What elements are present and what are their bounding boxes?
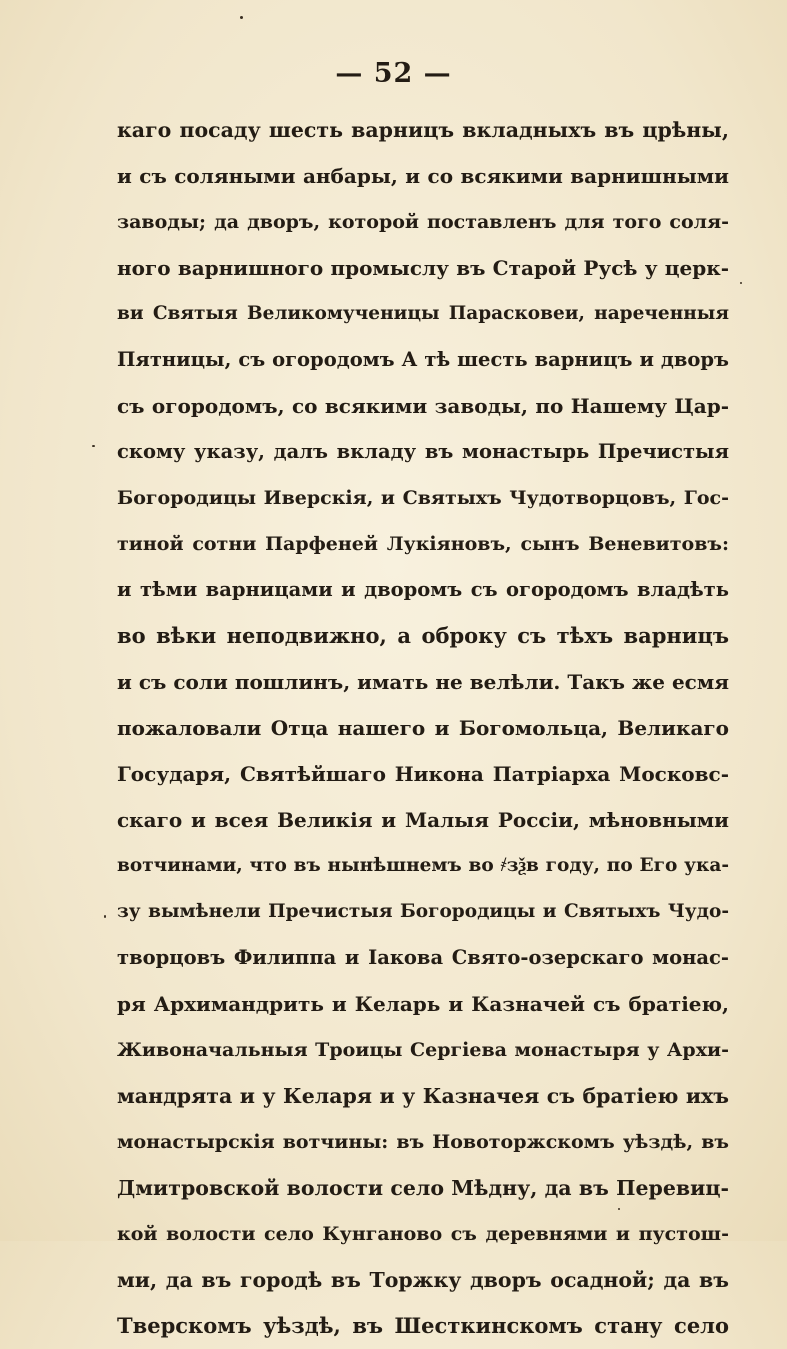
text-line: Пятницы, съ огородомъ А тѣ шесть варницъ и дворъ: [117, 348, 729, 371]
text-body: [117, 107, 729, 1349]
text-line: Дмитровской волости село Мѣдну, да въ Перевиц-: [117, 1176, 729, 1200]
text-line: Государя, Святѣйшаго Никона Патрiарха Московс-: [117, 762, 729, 786]
text-line: скому указу, далъ вкладу въ монастырь Пречистыя: [117, 440, 729, 463]
text-line: мандрята и у Келаря и у Казначея съ братiею ихъ: [117, 1084, 729, 1108]
text-line: и тѣми варницами и дворомъ съ огородомъ владѣть: [117, 578, 729, 601]
text-line: во вѣки неподвижно, а оброку съ тѣхъ варницъ: [117, 623, 729, 648]
text-line: Богородицы Иверскiя, и Святыхъ Чудотворцовъ, Гос-: [117, 487, 729, 509]
text-line: монастырскiя вотчины: въ Новоторжскомъ уѣздѣ, въ: [117, 1131, 729, 1153]
text-line: пожаловали Отца нашего и Богомольца, Великаго: [117, 716, 729, 740]
text-line: скаго и всея Великiя и Малыя Россiи, мѣновными: [117, 808, 729, 832]
text-line: кой волости село Кунганово съ деревнями и пустош-: [117, 1223, 729, 1245]
text-line: зу вымѣнели Пречистыя Богородицы и Святыхъ Чудо-: [117, 901, 729, 922]
text-line: Тверскомъ уѣздѣ, въ Шесткинскомъ стану село: [117, 1313, 729, 1338]
text-line: ного варнишного промыслу въ Старой Русѣ у церк-: [117, 256, 729, 280]
text-line: тиной сотни Парфеней Лукiяновъ, сынъ Веневитовъ:: [117, 533, 729, 555]
print-speck: [92, 445, 95, 447]
print-speck: [104, 915, 106, 918]
text-line: вотчинами, что въ нынѣшнемъ во ҂зѯв году, по Его ука-: [117, 855, 729, 876]
text-line: съ огородомъ, со всякими заводы, по Нашему Цар-: [117, 394, 729, 418]
text-line: творцовъ Филиппа и Iакова Свято-озерскаго монас-: [117, 946, 729, 969]
text-line: и съ соли пошлинъ, имать не велѣли. Такъ же есмя: [117, 670, 729, 694]
print-speck: [740, 282, 742, 284]
print-speck: [618, 1208, 620, 1210]
print-speck: [240, 16, 243, 19]
text-line: и съ соляными анбары, и со всякими варнишными: [117, 164, 729, 188]
text-line: заводы; да дворъ, которой поставленъ для того соля-: [117, 211, 729, 233]
text-line: ви Святыя Великомученицы Параскoвеи, нареченныя: [117, 303, 729, 324]
text-line: Живоначальныя Троицы Сергiева монастыря у Архи-: [117, 1039, 729, 1061]
page-number: — 52 —: [335, 58, 452, 89]
text-line: ми, да въ городѣ въ Торжку дворъ осадной; да въ: [117, 1268, 729, 1292]
text-line: ря Архимандрить и Келарь и Казначей съ братiею,: [117, 992, 729, 1016]
text-line: каго посаду шесть варницъ вкладныхъ въ црѣны,: [117, 118, 729, 142]
